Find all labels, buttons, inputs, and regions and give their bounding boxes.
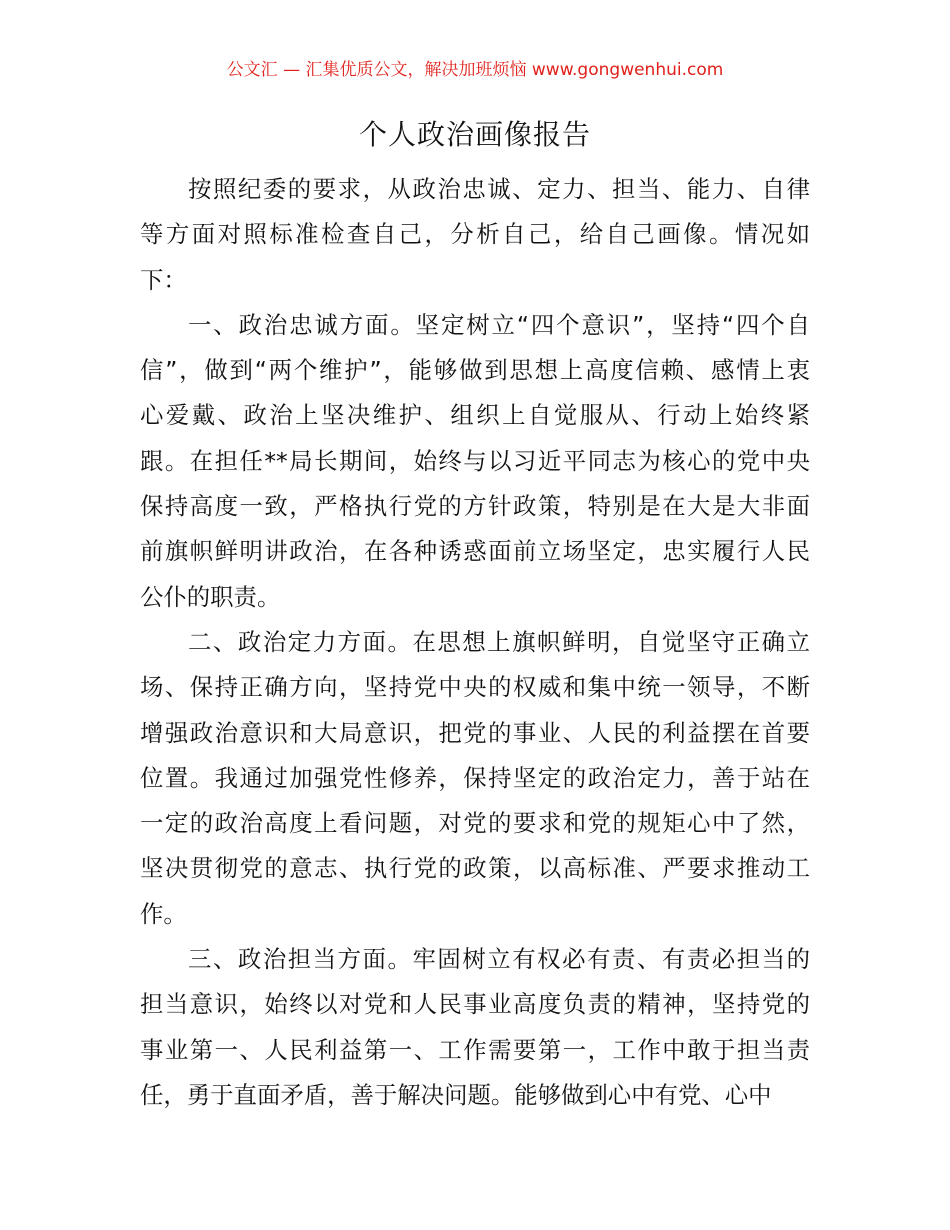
paragraph bbox=[140, 167, 810, 303]
text-line: 前旗帜鲜明讲政治，在各种诱惑面前立场坚定，忠实履行人民 bbox=[140, 537, 810, 566]
text-line: 坚决贯彻党的意志、执行党的政策，以高标准、严要求推动工 bbox=[140, 854, 810, 883]
text-line: 保持高度一致，严格执行党的方针政策，特别是在大是大非面 bbox=[140, 492, 810, 521]
text-line: 二、政治定力方面。在思想上旗帜鲜明，自觉坚守正确立 bbox=[188, 627, 810, 656]
text-line: 一、政治忠诚方面。坚定树立“四个意识”，坚持“四个自 bbox=[188, 310, 810, 339]
text-line: 信”，做到“两个维护”，能够做到思想上高度信赖、感情上衷 bbox=[140, 356, 810, 385]
text-line: 等方面对照标准检查自己，分析自己，给自己画像。情况如 bbox=[140, 220, 810, 249]
text-line: 三、政治担当方面。牢固树立有权必有责、有责必担当的 bbox=[188, 945, 810, 974]
paragraph bbox=[140, 303, 810, 620]
text-line: 场、保持正确方向，坚持党中央的权威和集中统一领导，不断 bbox=[140, 673, 810, 702]
text-line: 位置。我通过加强党性修养，保持坚定的政治定力，善于站在 bbox=[140, 763, 810, 792]
text-line: 一定的政治高度上看问题，对党的要求和党的规矩心中了然， bbox=[140, 809, 810, 838]
document-body bbox=[140, 167, 810, 1118]
text-line: 事业第一、人民利益第一、工作需要第一，工作中敢于担当责 bbox=[140, 1035, 810, 1064]
document-title: 个人政治画像报告 bbox=[358, 118, 591, 151]
paragraph bbox=[140, 937, 810, 1118]
text-line: 任，勇于直面矛盾，善于解决问题。能够做到心中有党、心中 bbox=[140, 1080, 772, 1109]
text-line: 增强政治意识和大局意识，把党的事业、人民的利益摆在首要 bbox=[140, 718, 810, 747]
text-line: 下： bbox=[140, 265, 187, 294]
text-line: 跟。在担任**局长期间，始终与以习近平同志为核心的党中央 bbox=[140, 446, 810, 475]
watermark-banner: 公文汇 — 汇集优质公文，解决加班烦恼 www.gongwenhui.com bbox=[226, 60, 724, 80]
text-line: 按照纪委的要求，从政治忠诚、定力、担当、能力、自律 bbox=[188, 175, 810, 203]
text-line: 作。 bbox=[140, 899, 187, 928]
paragraph bbox=[140, 620, 810, 937]
text-line: 公仆的职责。 bbox=[140, 582, 281, 611]
text-line: 担当意识，始终以对党和人民事业高度负责的精神，坚持党的 bbox=[140, 990, 810, 1019]
text-line: 心爱戴、政治上坚决维护、组织上自觉服从、行动上始终紧 bbox=[140, 401, 810, 430]
